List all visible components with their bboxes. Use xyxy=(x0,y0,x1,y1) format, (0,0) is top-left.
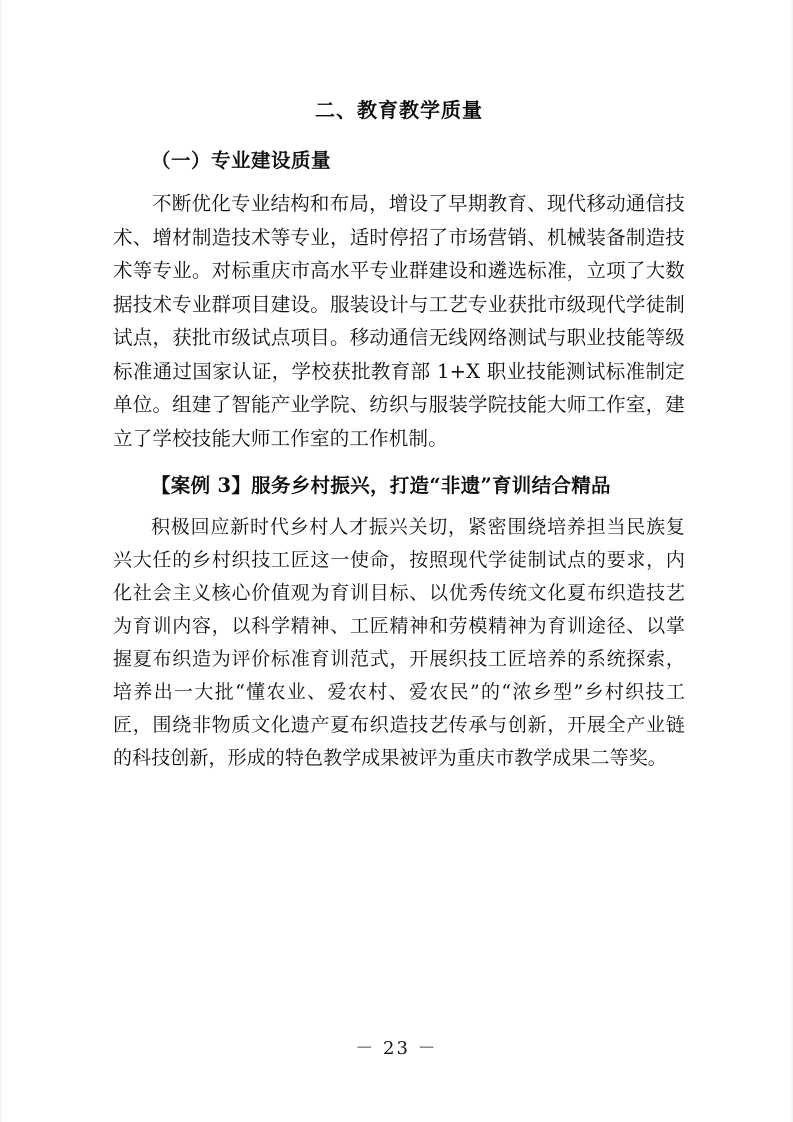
paragraph-professional-construction-quality: 不断优化专业结构和布局，增设了早期教育、现代移动通信技术、增材制造技术等专业，适时停招了市场营销、机械装备制造技术等专业。对标重庆市高水平专业群建设和遴选标准，立项了大数据技术专业群项目建设。服装设计与工艺专业获批市级现代学徒制试点，获批市级试点项目。移动通信无线网络测试与职业技能等级标准通过国家认证，学校获批教育部 1+X 职业技能测试标准制定单位。组建了智能产业学院、纺织与服装学院技能大师工作室，建立了学校技能大师工作室的工作机制。 xyxy=(113,192,685,450)
page-footer xyxy=(0,1034,793,1060)
case-study-paragraph: 积极回应新时代乡村人才振兴关切，紧密围绕培养担当民族复兴大任的乡村织技工匠这一使命，按照现代学徒制试点的要求，内化社会主义核心价值观为育训目标、以优秀传统文化夏布织造技艺为育训内容，以科学精神、工匠精神和劳模精神为育训途径、以掌握夏布织造为评价标准育训范式，开展织技工匠培养的系统探索，培养出一大批“懂农业、爱农村、爱农民”的“浓乡型”乡村织技工匠，围绕非物质文化遗产夏布织造技艺传承与创新，开展全产业链的科技创新，形成的特色教学成果被评为重庆市教学成果二等奖。 xyxy=(113,515,685,770)
section-title: 二、教育教学质量 xyxy=(315,98,483,122)
page-content xyxy=(113,96,685,775)
case-study-heading: 【案例 3】服务乡村振兴，打造“非遗”育训结合精品 xyxy=(151,473,611,497)
page-number: － 23 － xyxy=(355,1038,438,1059)
subsection-title: （一）专业建设质量 xyxy=(151,149,332,172)
page-edge-left xyxy=(0,0,3,1122)
